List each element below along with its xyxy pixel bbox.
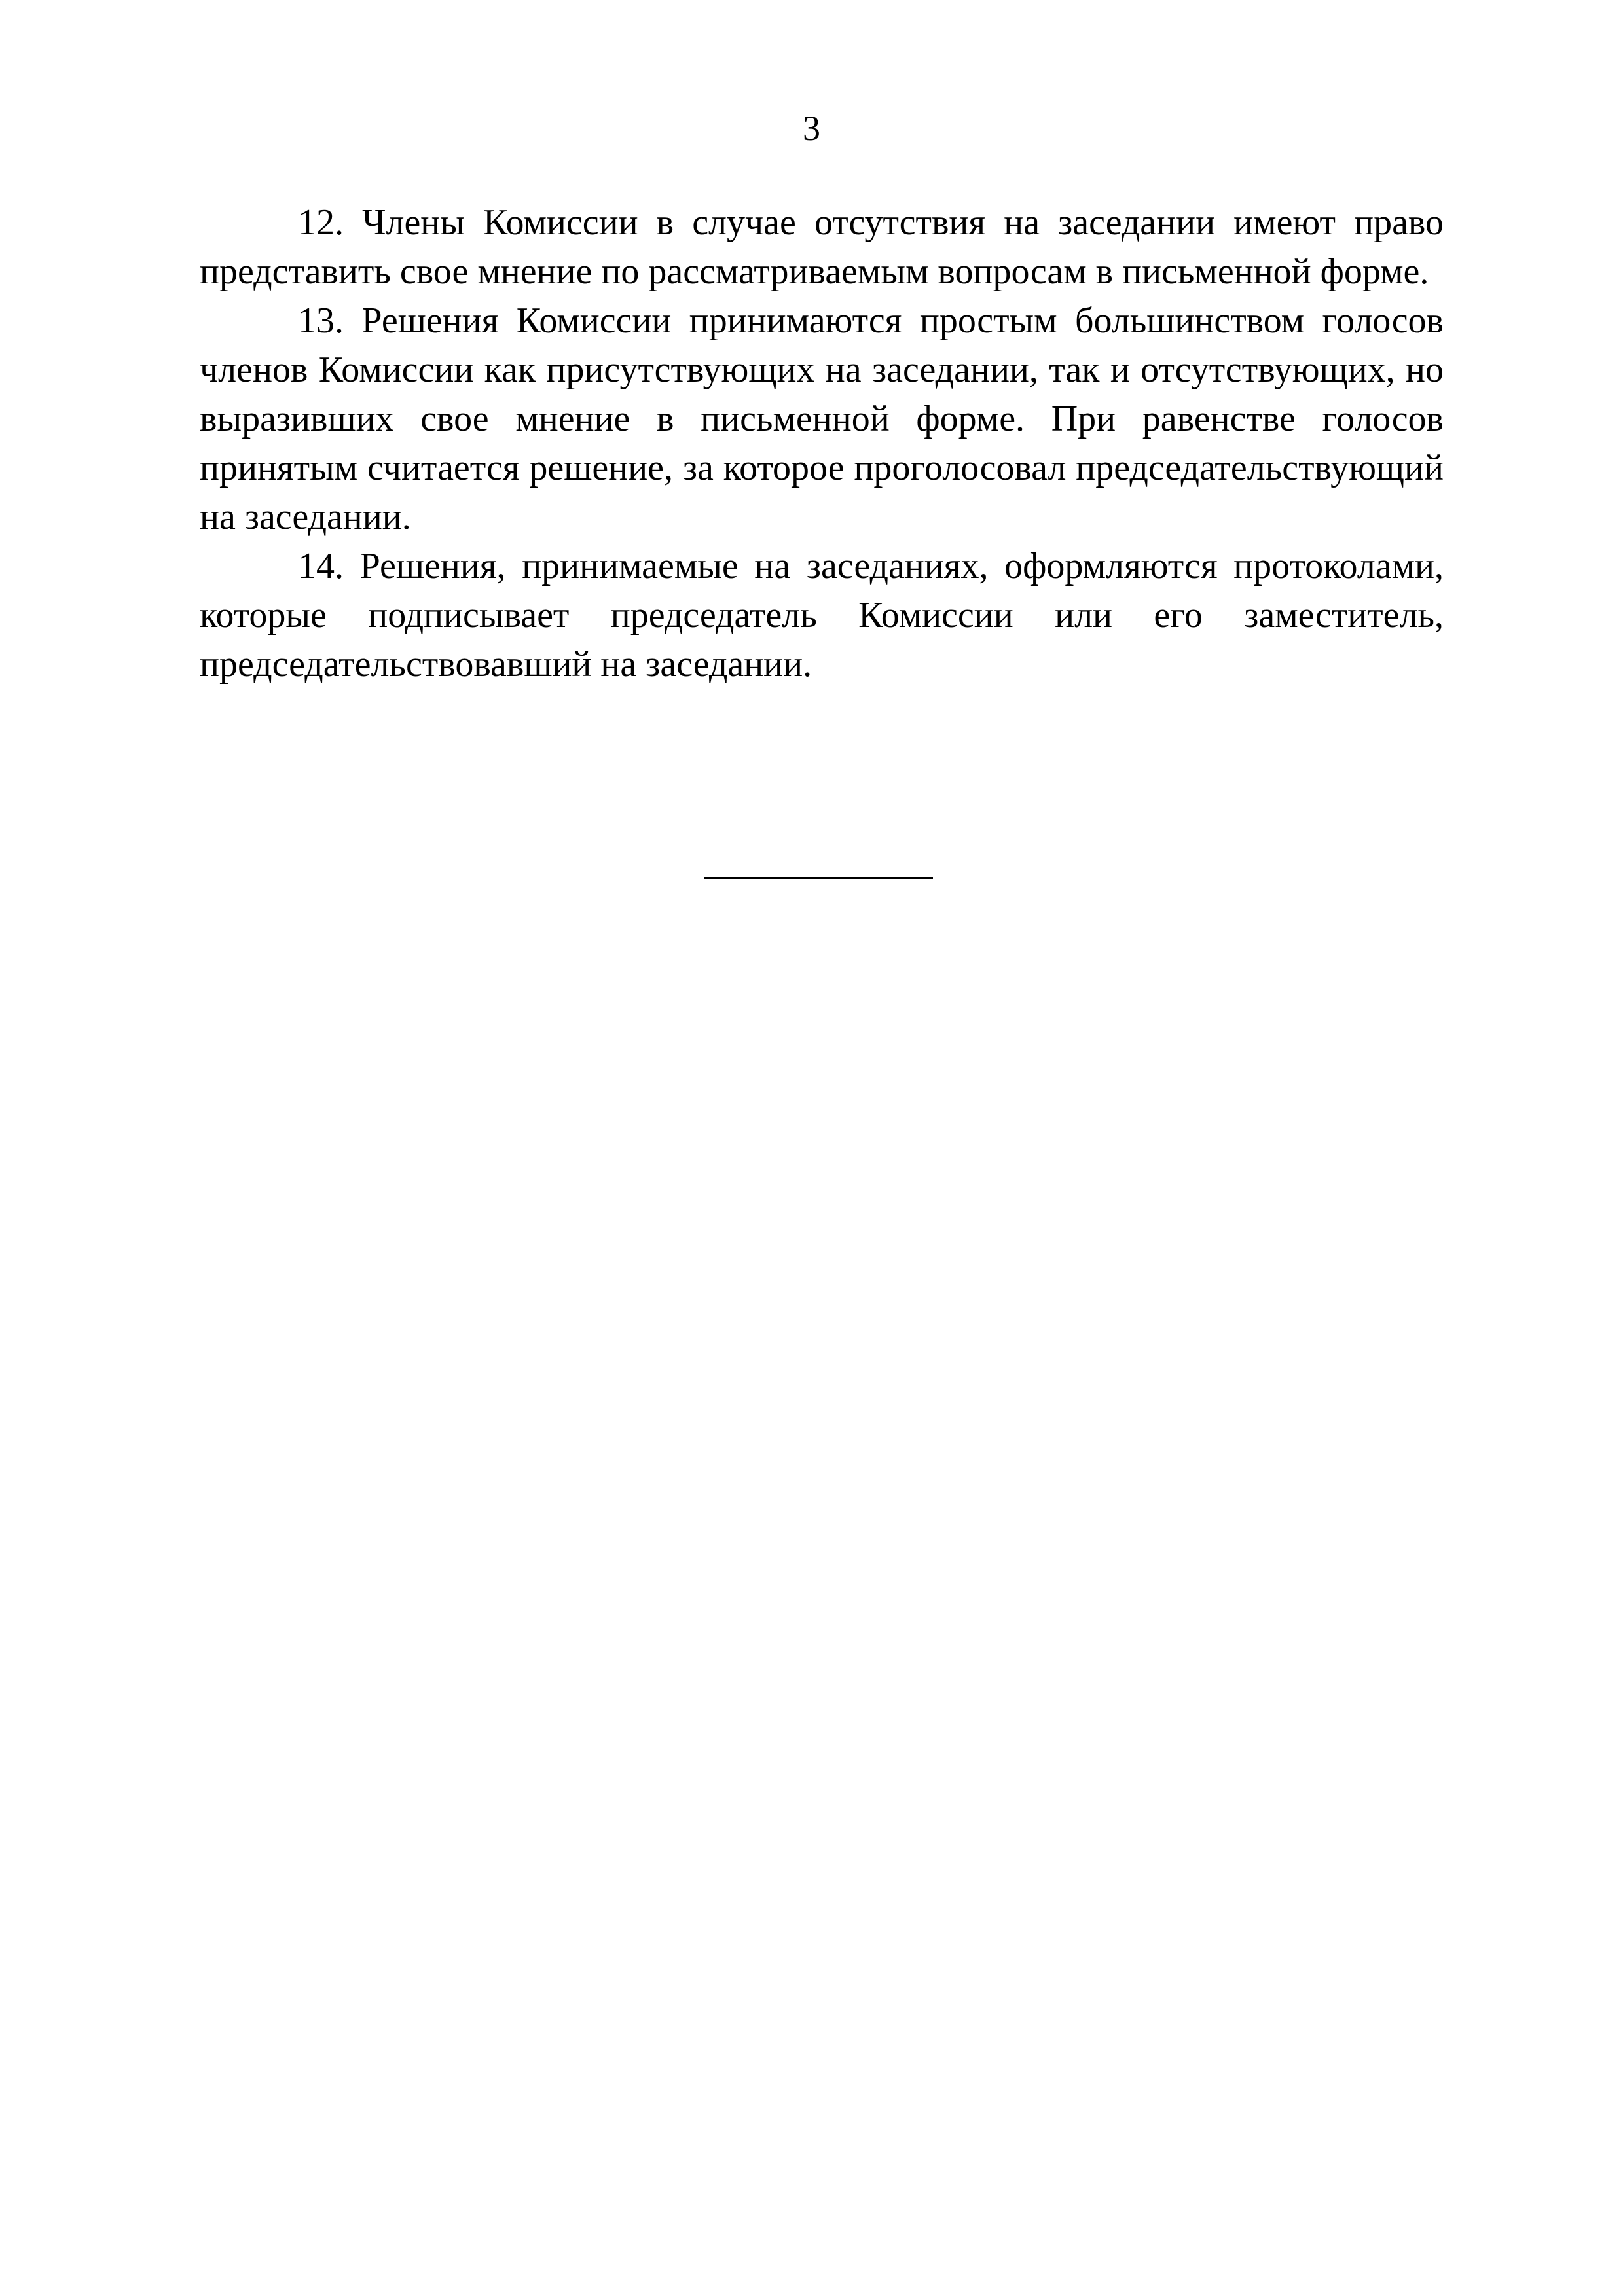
paragraph-12: 12. Члены Комиссии в случае отсутствия на заседании имеют право представить свое мнение по рассматриваемым вопросам в письменной форме. [200,202,1444,292]
page-number: 3 [803,109,820,148]
document-body [200,198,1444,689]
paragraph-13: 13. Решения Комиссии принимаются простым большинством голосов членов Комиссии как присутствующих на заседании, так и отсутствующих, но выразивших свое мнение в письменной форме. При равенстве голосов принятым считается решение, за которое проголосовал председательствующий на заседании. [200,300,1444,537]
end-separator-line [704,877,933,879]
paragraph-14: 14. Решения, принимаемые на заседаниях, оформляются протоколами, которые подписывает председатель Комиссии или его заместитель, председательствовавший на заседании. [200,546,1444,685]
